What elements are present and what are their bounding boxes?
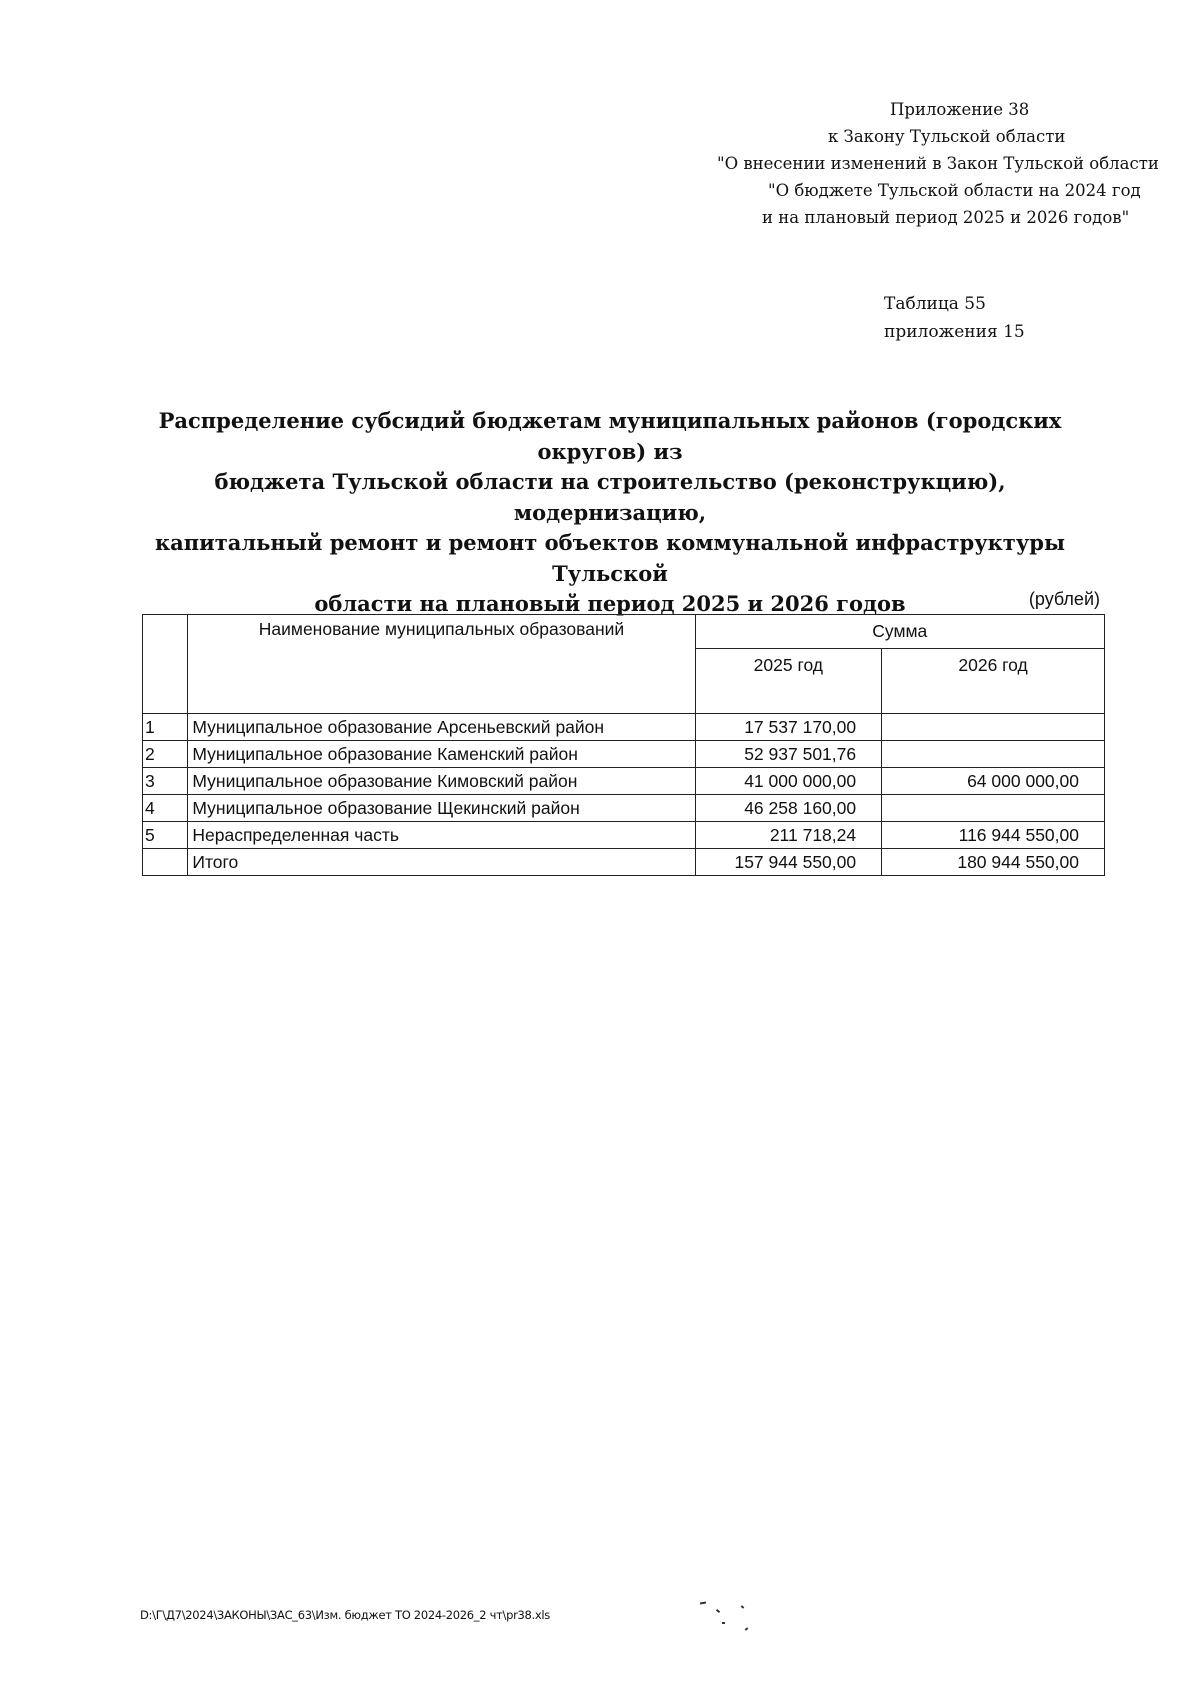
row-value-2025: 211 718,24 bbox=[695, 822, 882, 849]
scan-speck bbox=[722, 1622, 725, 1624]
table-row bbox=[143, 741, 1105, 768]
header-number-cell bbox=[143, 615, 188, 714]
units-label: (рублей) bbox=[1028, 589, 1100, 609]
row-number: 5 bbox=[143, 822, 188, 849]
row-number: 4 bbox=[143, 795, 188, 822]
total-name: Итого bbox=[188, 849, 695, 876]
title-line-3: капитальный ремонт и ремонт объектов коммунальной инфраструктуры Тульской bbox=[155, 530, 1065, 586]
row-value-2026 bbox=[882, 714, 1105, 741]
row-number: 3 bbox=[143, 768, 188, 795]
row-value-2026 bbox=[882, 795, 1105, 822]
row-number: 1 bbox=[143, 714, 188, 741]
scan-speck bbox=[741, 1605, 745, 1608]
appendix-line-3: "О внесении изменений в Закон Тульской области bbox=[717, 154, 1159, 173]
appendix-line-5: и на плановый период 2025 и 2026 годов" bbox=[762, 208, 1130, 227]
row-value-2026: 116 944 550,00 bbox=[882, 822, 1105, 849]
total-value-2025: 157 944 550,00 bbox=[695, 849, 882, 876]
header-sum-cell: Сумма bbox=[695, 615, 1104, 649]
scan-speck bbox=[745, 1627, 749, 1630]
header-year-2026: 2026 год bbox=[882, 649, 1105, 714]
scan-speck bbox=[700, 1601, 706, 1604]
header-name-cell: Наименование муниципальных образований bbox=[188, 615, 695, 714]
table-row bbox=[143, 795, 1105, 822]
title-line-1: Распределение субсидий бюджетам муниципальных районов (городских округов) из bbox=[158, 408, 1062, 464]
table-row bbox=[143, 714, 1105, 741]
row-name: Муниципальное образование Арсеньевский район bbox=[188, 714, 695, 741]
row-name: Муниципальное образование Каменский район bbox=[188, 741, 695, 768]
distribution-table bbox=[142, 614, 1105, 876]
row-name: Нераспределенная часть bbox=[188, 822, 695, 849]
table-ref-line-1: Таблица 55 bbox=[884, 294, 986, 314]
table-ref-line-2: приложения 15 bbox=[884, 322, 1025, 342]
scan-speck bbox=[716, 1609, 720, 1613]
row-name: Муниципальное образование Кимовский район bbox=[188, 768, 695, 795]
row-value-2025: 17 537 170,00 bbox=[695, 714, 882, 741]
total-number bbox=[143, 849, 188, 876]
row-number: 2 bbox=[143, 741, 188, 768]
title-line-2: бюджета Тульской области на строительство (реконструкцию), модернизацию, bbox=[214, 469, 1006, 525]
row-value-2025: 52 937 501,76 bbox=[695, 741, 882, 768]
row-value-2025: 41 000 000,00 bbox=[695, 768, 882, 795]
table-row bbox=[143, 768, 1105, 795]
total-value-2026: 180 944 550,00 bbox=[882, 849, 1105, 876]
table-row bbox=[143, 822, 1105, 849]
row-value-2026: 64 000 000,00 bbox=[882, 768, 1105, 795]
header-year-2025: 2025 год bbox=[695, 649, 882, 714]
appendix-line-1: Приложение 38 bbox=[890, 100, 1030, 119]
row-value-2026 bbox=[882, 741, 1105, 768]
footer-file-path: D:\Г\Д7\2024\ЗАКОНЫ\ЗАС_63\Изм. бюджет ТО 2024-2026_2 чт\pr38.xls bbox=[140, 1608, 550, 1622]
table-total-row bbox=[143, 849, 1105, 876]
row-name: Муниципальное образование Щекинский район bbox=[188, 795, 695, 822]
row-value-2025: 46 258 160,00 bbox=[695, 795, 882, 822]
appendix-line-4: "О бюджете Тульской области на 2024 год bbox=[768, 181, 1141, 200]
appendix-line-2: к Закону Тульской области bbox=[828, 127, 1066, 146]
table-header-row bbox=[143, 615, 1105, 649]
document-title bbox=[150, 406, 1070, 620]
title-line-4: области на плановый период 2025 и 2026 годов bbox=[314, 591, 906, 616]
table-reference bbox=[884, 290, 1025, 346]
